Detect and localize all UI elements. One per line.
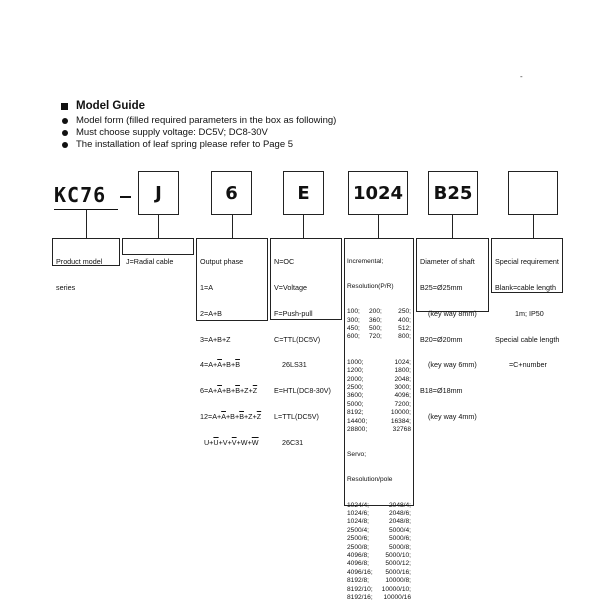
output-line: 1=A: [200, 282, 213, 292]
resolution-value: 2000;: [347, 375, 364, 383]
servo-value: 4096/8;: [347, 560, 369, 568]
code-box-output: 6: [211, 171, 252, 215]
series-line-2: series: [56, 282, 76, 292]
servo-value: 2048/6;: [389, 510, 411, 517]
code-box-shaft: B25: [428, 171, 478, 215]
servo-value: 4096/8;: [347, 552, 369, 560]
series-line-1: Product model: [56, 257, 103, 267]
connector-series: [86, 210, 87, 238]
resolution-value: 8192;: [347, 409, 364, 417]
connector-output: [232, 215, 233, 238]
resolution-value: 200;: [369, 308, 382, 316]
voltage-line: C=TTL(DC5V): [274, 334, 321, 344]
resolution-value: 14400;: [347, 417, 368, 425]
desc-voltage: [270, 238, 342, 447]
servo-value: 5000/4;: [389, 526, 411, 534]
special-line: Special requirement: [495, 257, 559, 267]
incremental-grid-small: [347, 308, 411, 342]
resolution-title: Incremental;: [347, 257, 384, 265]
resolution-value: 250;: [398, 308, 411, 316]
resolution-subtitle: Resolution(P/R): [347, 283, 394, 291]
servo-value: 4096/16;: [347, 568, 373, 576]
special-line: Blank=cable length: [495, 282, 556, 292]
servo-value: 10000/10;: [381, 585, 411, 593]
voltage-line: N=OC: [274, 257, 295, 267]
resolution-value: 3000;: [394, 383, 411, 391]
code-box-resolution: 1024: [348, 171, 408, 215]
resolution-value: 512;: [398, 325, 411, 333]
output-line-4: $4=A+\overline{A}+B+\overline{B}$: [200, 360, 240, 370]
servo-value: 10000/8;: [385, 577, 411, 585]
resolution-value: 10000;: [390, 409, 411, 417]
desc-resolution: [344, 238, 414, 602]
shaft-line: B18=Ø18mm: [420, 386, 463, 396]
servo-value: 8192/8;: [347, 577, 369, 585]
servo-value: 2048/8;: [389, 518, 411, 526]
resolution-value: 5000;: [347, 400, 364, 408]
resolution-value: 360;: [369, 316, 382, 324]
desc-special: [491, 238, 563, 370]
servo-value: 2500/4;: [347, 526, 369, 534]
guide-bullet-2: Must choose supply voltage: DC5V; DC8-30V: [76, 127, 268, 138]
connector-resolution: [378, 215, 379, 238]
output-line: 3=A+B+Z: [200, 334, 231, 344]
resolution-value: 32768: [392, 425, 411, 433]
code-box-voltage: E: [283, 171, 324, 215]
desc-output: [196, 238, 268, 447]
servo-value: 1024/8;: [347, 518, 369, 526]
shaft-line: Diameter of shaft: [420, 257, 475, 267]
servo-value: 5000/6;: [389, 535, 411, 543]
servo-value: 5000/8;: [389, 543, 411, 551]
output-title: Output phase: [200, 257, 244, 267]
output-line-6: $6=A+\overline{A}+B+\overline{B}+Z+\overline{Z}$: [200, 386, 258, 396]
special-line: 1m; IP50: [495, 308, 544, 318]
prefix-dash: [120, 196, 131, 198]
resolution-value: 450;: [347, 325, 360, 333]
resolution-value: 300;: [347, 316, 360, 324]
servo-value: 5000/16;: [385, 568, 411, 576]
shaft-line: (key way 8mm): [420, 308, 477, 318]
servo-value: 1024/6;: [347, 510, 369, 517]
incremental-grid-large: [347, 359, 411, 435]
resolution-value: 400;: [398, 316, 411, 324]
servo-value: 2500/8;: [347, 543, 369, 551]
resolution-value: 800;: [398, 333, 411, 341]
resolution-value: 4096;: [394, 392, 411, 400]
servo-value: 5000/10;: [385, 552, 411, 560]
desc-series: [52, 238, 120, 292]
connector-cable: [158, 215, 159, 238]
connector-shaft: [452, 215, 453, 238]
voltage-line: V=Voltage: [274, 282, 307, 292]
resolution-value: 1800;: [394, 367, 411, 375]
resolution-value: 600;: [347, 333, 360, 341]
servo-title: Servo;: [347, 451, 367, 459]
special-line: =C+number: [495, 360, 547, 370]
servo-value: 8192/16;: [347, 594, 373, 602]
shaft-line: B20=Ø20mm: [420, 334, 463, 344]
resolution-value: 1000;: [347, 358, 364, 366]
servo-value: 10000/16: [383, 594, 411, 602]
desc-cable: [122, 238, 194, 267]
square-bullet-icon: [61, 103, 68, 110]
guide-bullet-1: Model form (filled required parameters in the box as following): [76, 115, 337, 126]
shaft-line: B25=Ø25mm: [420, 282, 463, 292]
resolution-value: 500;: [369, 325, 382, 333]
guide-bullet-3: The installation of leaf spring please refer to Page 5: [76, 139, 294, 150]
shaft-line: (key way 4mm): [420, 411, 477, 421]
output-line-uvw: $U+\overline{U}+V+\overline{V}+W+\overline{W}$: [200, 437, 259, 447]
cable-text: J=Radial cable: [126, 257, 174, 267]
model-prefix: KC76: [54, 183, 107, 207]
special-line: Special cable length: [495, 334, 560, 344]
output-line-12: $12=A+\overline{A}+B+\overline{B}+Z+\overline{Z}$: [200, 411, 262, 421]
servo-subtitle: Resolution/pole: [347, 476, 393, 484]
connector-voltage: [303, 215, 304, 238]
voltage-line: F=Push-pull: [274, 308, 313, 318]
resolution-value: 1024;: [394, 358, 411, 366]
servo-value: 1024/4;: [347, 501, 369, 509]
code-box-cable: J: [138, 171, 179, 215]
resolution-value: 2500;: [347, 383, 364, 391]
output-line: 2=A+B: [200, 308, 222, 318]
corner-mark: -: [520, 72, 523, 81]
code-box-special: [508, 171, 558, 215]
model-guide-title: Model Guide: [76, 100, 145, 112]
resolution-value: 2048;: [394, 375, 411, 383]
voltage-line: L=TTL(DC5V): [274, 411, 319, 421]
servo-value: 8192/10;: [347, 585, 373, 593]
servo-value: 2048/4;: [389, 501, 411, 509]
servo-grid: [347, 502, 411, 603]
connector-special: [533, 215, 534, 238]
resolution-value: 1200;: [347, 367, 364, 375]
resolution-value: 3600;: [347, 392, 364, 400]
servo-value: 5000/12;: [385, 560, 411, 568]
resolution-value: 720;: [369, 333, 382, 341]
resolution-value: 100;: [347, 308, 360, 316]
desc-shaft: [416, 238, 489, 421]
servo-value: 2500/6;: [347, 535, 369, 543]
shaft-line: (key way 6mm): [420, 360, 477, 370]
resolution-value: 28800;: [347, 425, 368, 433]
voltage-line: E=HTL(DC8-30V): [274, 386, 331, 396]
resolution-value: 16384;: [390, 417, 411, 425]
resolution-value: 7200;: [394, 400, 411, 408]
voltage-line: 26C31: [274, 437, 304, 447]
voltage-line: 26LS31: [274, 360, 307, 370]
